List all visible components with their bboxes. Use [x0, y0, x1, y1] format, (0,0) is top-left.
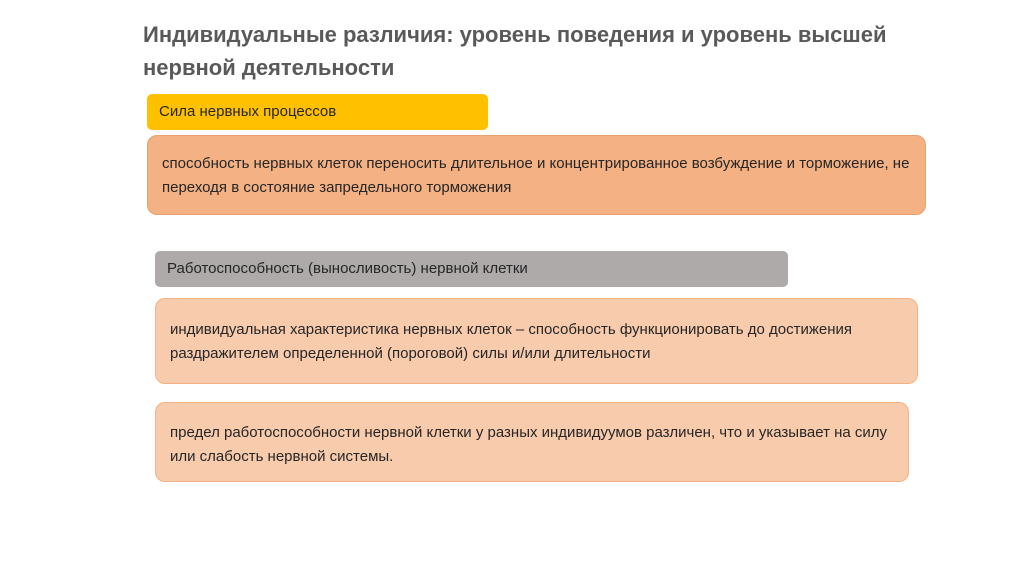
section-header-endurance [155, 251, 788, 287]
slide-title: Индивидуальные различия: уровень поведения и уровень высшей нервной деятельности [143, 22, 887, 80]
note-box-endurance-limit [155, 402, 909, 482]
section-header-strength [147, 94, 488, 130]
definition-endurance-text: индивидуальная характеристика нервных клеток – способность функционировать до достижения раздражителем определенной (пороговой) силы и/или длительности [170, 321, 852, 362]
section-header-strength-label: Сила нервных процессов [159, 103, 337, 120]
definition-box-endurance [155, 298, 918, 384]
note-endurance-limit-text: предел работоспособности нервной клетки у разных индивидуумов различен, что и указывает на силу или слабость нервной системы. [170, 424, 888, 465]
definition-box-strength [147, 135, 926, 215]
definition-strength-text: способность нервных клеток переносить длительное и концентрированное возбуждение и торможение, не переходя в состояние запредельного торможения [162, 155, 910, 196]
section-header-endurance-label: Работоспособность (выносливость) нервной клетки [167, 260, 528, 277]
